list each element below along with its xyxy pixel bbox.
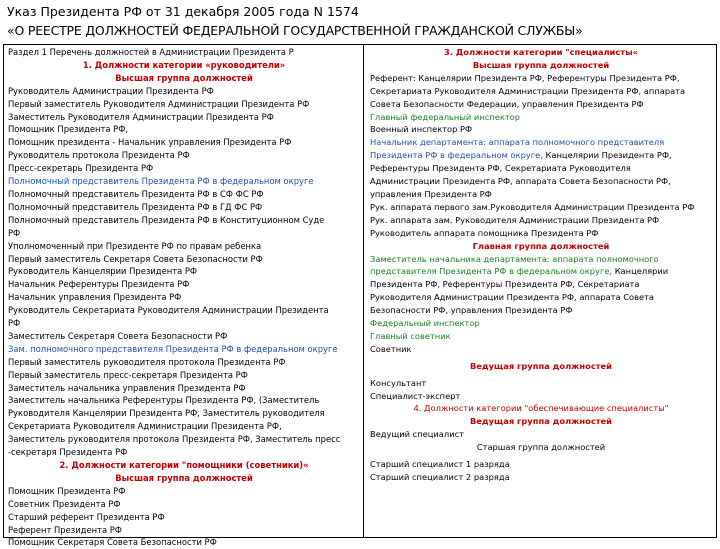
- list-item: Советник Президента РФ: [8, 498, 121, 509]
- list-item: Первый заместитель Секретаря Совета Безопасности РФ: [8, 253, 263, 264]
- list-item: управления Президента РФ: [370, 188, 492, 199]
- list-item: Помощник Президента РФ: [8, 485, 126, 496]
- list-item: Специалист-эксперт: [370, 390, 461, 401]
- list-item: Пресс-секретарь Президента РФ: [8, 163, 154, 174]
- list-item: Совета Безопасности Федерации, управления Президента РФ: [370, 98, 644, 109]
- list-item: Начальник Референтуры Президента РФ: [8, 279, 190, 290]
- list-item: Рук. аппарата зам. Руководителя Администрации Президента РФ: [370, 214, 660, 225]
- list-item: Первый заместитель руководителя протокола Президента РФ: [8, 356, 286, 367]
- list-item: Руководитель Секретариата Руководителя Администрации Президента: [8, 305, 329, 316]
- group-heading: Ведущая группа должностей: [469, 360, 612, 371]
- list-item: Помощник Секретаря Совета Безопасности РФ: [8, 537, 217, 548]
- list-item: Секретариата Руководителя Администрации Президента РФ,: [8, 421, 282, 432]
- list-item-highlight: Полномочный представитель Президента РФ в федеральном округе: [8, 176, 314, 187]
- list-item: Руководителя Администрации Президента РФ, аппарата Совета: [370, 292, 655, 303]
- category-heading: 2. Должности категории "помощники (советники)«: [59, 460, 309, 470]
- list-item-highlight: Начальник департамента: аппарата полномочного представителя: [370, 137, 665, 148]
- group-heading-plain: Старшая группа должностей: [476, 442, 606, 453]
- list-item: Руководитель Администрации Президента РФ: [8, 85, 214, 96]
- plain-part: Канцелярии: [612, 266, 669, 277]
- list-item: Секретариата Руководителя Администрации Президента РФ, аппарата: [370, 85, 686, 96]
- group-heading: Высшая группа должностей: [115, 72, 253, 83]
- list-item: -секретаря Президента РФ: [8, 447, 128, 458]
- list-item: Заместитель начальника управления Президента РФ: [8, 382, 246, 393]
- list-item: Первый заместитель пресс-секретаря Президента РФ: [8, 369, 248, 380]
- list-item-highlight: Федеральный инспектор: [370, 318, 480, 329]
- document-header: [0, 0, 720, 44]
- list-item: Рук. аппарата первого зам.Руководителя Администрации Президента РФ: [370, 201, 695, 212]
- list-item: Полномочный представитель Президента РФ в Конституционном Суде: [8, 214, 325, 225]
- list-item: Старший референт Президента РФ: [8, 511, 165, 522]
- group-heading: Высшая группа должностей: [115, 472, 253, 483]
- list-item: Референт: Канцелярии Президента РФ, Референтуры Президента РФ,: [370, 72, 680, 83]
- list-item-highlight: Заместитель начальника департамента: аппарата полномочного: [370, 253, 659, 264]
- list-item: Руководитель Канцелярии Президента РФ: [8, 266, 198, 277]
- list-item-highlight: Главный советник: [370, 330, 451, 341]
- list-item-mixed: [370, 149, 712, 162]
- list-item-mixed: [370, 265, 712, 278]
- list-item: Заместитель Руководителя Администрации Президента РФ: [8, 111, 274, 122]
- section-intro: Раздел 1 Перечень должностей в Администрации Президента Р: [8, 47, 294, 57]
- decree-subtitle: «О РЕЕСТРЕ ДОЛЖНОСТЕЙ ФЕДЕРАЛЬНОЙ ГОСУДАРСТВЕННОЙ ГРАЖДАНСКОЙ СЛУЖБЫ»: [7, 23, 583, 38]
- list-item: Референтуры Президента РФ, Секретариата Руководителя: [370, 163, 631, 174]
- list-item: Старший специалист 2 разряда: [370, 472, 510, 482]
- list-item: Старший специалист 1 разряда: [370, 459, 510, 470]
- group-heading: Главная группа должностей: [472, 240, 610, 251]
- highlight-part: Президента РФ в федеральном округе,: [370, 150, 543, 161]
- list-item: Начальник управления Президента РФ: [8, 292, 182, 303]
- list-item: Заместитель руководителя протокола Президента РФ, Заместитель пресс: [8, 434, 341, 445]
- left-column: [4, 45, 364, 548]
- list-item: Полномочный представитель Президента РФ в ГД ФС РФ: [8, 201, 263, 212]
- category-heading: 1. Должности категории «руководители»: [82, 59, 286, 70]
- right-column: [364, 45, 716, 537]
- list-item: Первый заместитель Руководителя Администрации Президента РФ: [8, 98, 310, 109]
- group-heading: Высшая группа должностей: [472, 59, 610, 70]
- list-item: Полномочный представитель Президента РФ в СФ ФС РФ: [8, 188, 264, 199]
- plain-part: Канцелярии Президента РФ,: [542, 150, 672, 161]
- list-item: Референт Президента РФ: [8, 524, 123, 535]
- category-heading: 4. Должности категории "обеспечивающие специалисты": [413, 403, 669, 414]
- list-item-highlight: Зам. полномочного представителя Президента РФ в федеральном округе: [8, 343, 338, 354]
- decree-title: Указ Президента РФ от 31 декабря 2005 года N 1574: [7, 4, 359, 19]
- list-item: Президента РФ, Референтуры Президента РФ, Секретариата: [370, 279, 640, 290]
- list-item: Помощник президента - Начальник управления Президента РФ: [8, 137, 292, 148]
- list-item: Ведущий специалист: [370, 429, 464, 440]
- list-item: Советник: [370, 343, 412, 354]
- list-item: Безопасности РФ, управления Президента РФ: [370, 305, 573, 316]
- registry-table: [3, 44, 717, 548]
- group-heading: Ведущая группа должностей: [469, 416, 612, 427]
- list-item: Заместитель начальника Референтуры Президента РФ, (Заместитель: [8, 395, 320, 406]
- category-heading: 3. Должности категории "специалисты«: [444, 47, 638, 57]
- list-item: РФ: [8, 318, 21, 329]
- list-item: Руководителя Канцелярии Президента РФ, Заместитель руководителя: [8, 408, 325, 419]
- list-item-highlight: Главный федеральный инспектор: [370, 111, 521, 122]
- list-item: Военный инспектор РФ: [370, 124, 473, 135]
- list-item: РФ: [8, 227, 21, 238]
- list-item: Администрации Президента РФ, аппарата Совета Безопасности РФ,: [370, 176, 671, 187]
- list-item: Заместитель Секретаря Совета Безопасности РФ: [8, 330, 228, 341]
- list-item: Консультант: [370, 377, 427, 388]
- list-item: Руководитель аппарата помощника Президента РФ: [370, 227, 599, 238]
- list-item: Помощник Президента РФ,: [8, 124, 129, 135]
- list-item: Уполномоченный при Президенте РФ по правам ребенка: [8, 240, 262, 251]
- highlight-part: представителя Президента РФ в федеральном округе,: [370, 266, 613, 277]
- list-item: Руководитель протокола Президента РФ: [8, 150, 190, 161]
